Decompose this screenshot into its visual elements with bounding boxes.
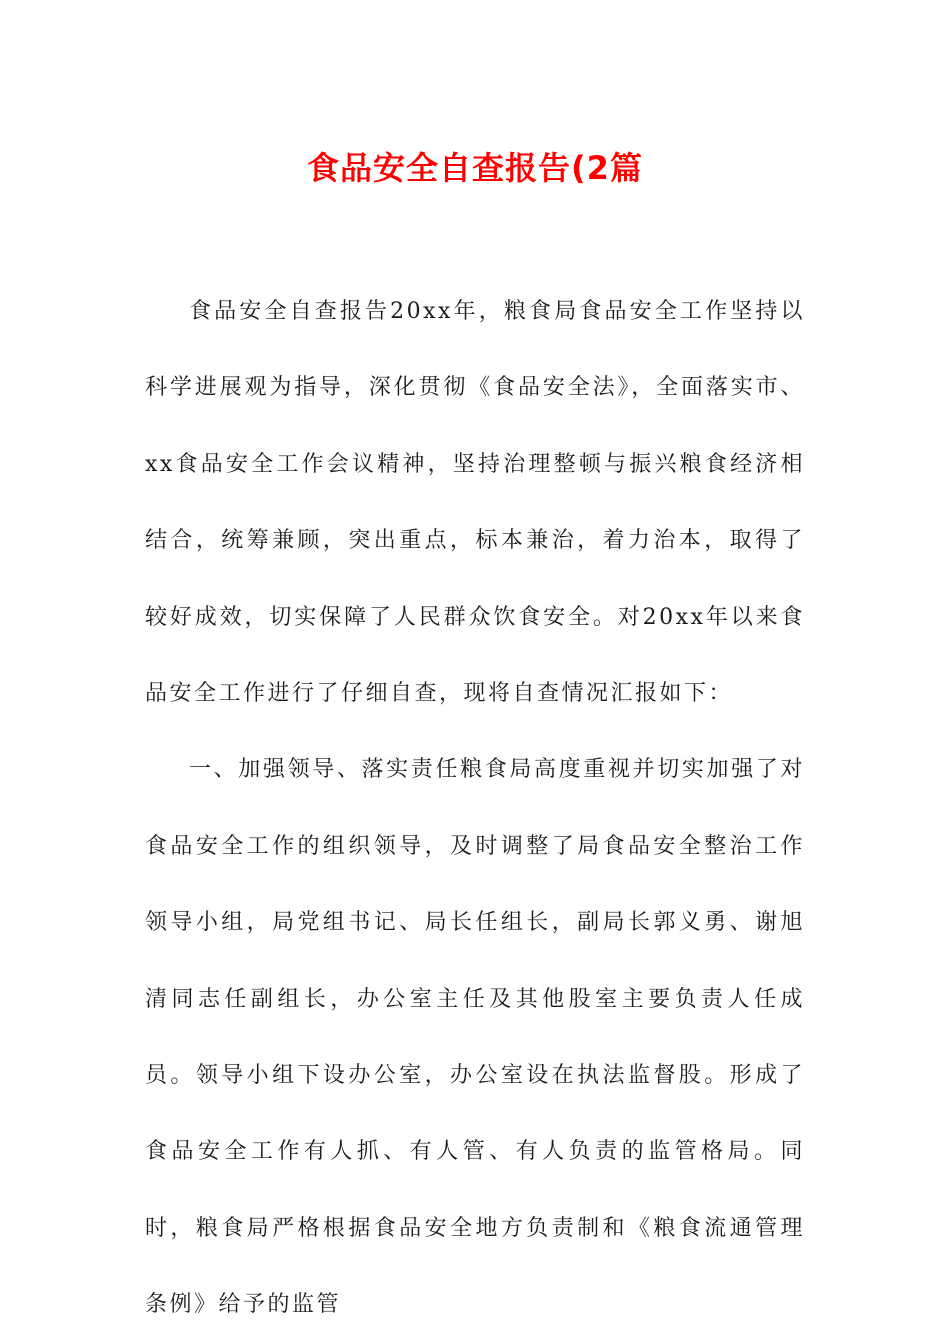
document-title: 食品安全自查报告(2篇: [307, 149, 643, 187]
paragraph-section-1: 一、加强领导、落实责任粮食局高度重视并切实加强了对食品安全工作的组织领导，及时调整了局食品安全整治工作领导小组，局党组书记、局长任组长，副局长郭义勇、谢旭清同志任副组长，办公室主任及其他股室主要负责人任成员。领导小组下设办公室，办公室设在执法监督股。形成了食品安全工作有人抓、有人管、有人负责的监管格局。同时，粮食局严格根据食品安全地方负责制和《粮食流通管理条例》给予的监管: [145, 757, 805, 1318]
document-body: [145, 274, 805, 1344]
paragraph-intro: 食品安全自查报告20xx年，粮食局食品安全工作坚持以科学进展观为指导，深化贯彻《食品安全法》，全面落实市、xx食品安全工作会议精神，坚持治理整顿与振兴粮食经济相结合，统筹兼顾，突出重点，标本兼治，着力治本，取得了较好成效，切实保障了人民群众饮食安全。对20xx年以来食品安全工作进行了仔细自查，现将自查情况汇报如下：: [145, 299, 805, 707]
